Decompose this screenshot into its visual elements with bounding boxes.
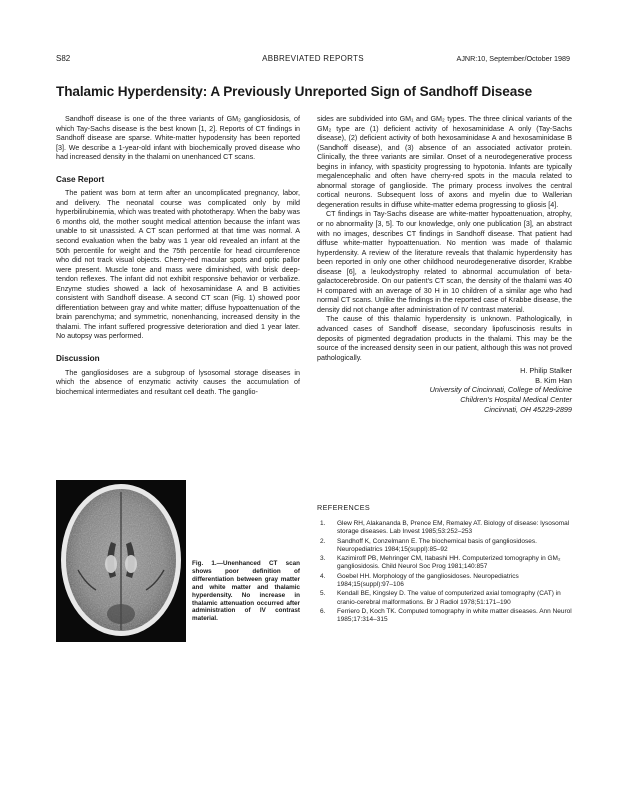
reference-number: 4. xyxy=(320,572,326,580)
reference-text: Ferriero D, Koch TK. Computed tomography in white matter diseases. Ann Neurol 1985;17:314–315 xyxy=(337,607,572,624)
discussion-paragraph-2: CT findings in Tay-Sachs disease are white-matter hypoattenuation, atrophy, or no abnormality [3, 5]. To our knowledge, only one publication [3], an abstract with no images, describes CT findings in Sandhoff disease. That patient had diffuse white-matter hypoattenuation. No mention was made of thalamic hyperdensity. A review of the literature reveals that thalamic hyperdensity has been reported in only one other childhood neurodegenerative disorder, Krabbe disease [6], a leukodystrophy related to abnormal accumulation of beta-galactocerebroside. On our patient's CT scan, the density of the thalami was 40 H compared with an average of 30 H in 10 children of a similar age who had normal CT scans. Unlike the findings in the reported case of Krabbe disease, the density did not change after administration of IV contrast material. xyxy=(317,210,572,314)
references-list xyxy=(317,520,572,626)
reference-item xyxy=(317,590,572,607)
reference-number: 3. xyxy=(320,555,326,563)
author-2: B. Kim Han xyxy=(535,375,572,385)
reference-number: 5. xyxy=(320,590,326,598)
section-title: ABBREVIATED REPORTS xyxy=(262,54,364,63)
author-1: H. Philip Stalker xyxy=(520,366,572,376)
discussion-heading: Discussion xyxy=(56,354,100,364)
case-report-heading: Case Report xyxy=(56,174,105,184)
affiliation-1: University of Cincinnati, College of Medicine xyxy=(429,385,572,395)
case-report-paragraph: The patient was born at term after an uncomplicated pregnancy, labor, and delivery. The neonatal course was complicated only by mild hyperbilirubinemia, which was treated with phototherapy. When the baby was 6 months old, the mother sought medical attention because the infant was unable to sit unassisted. A CT scan performed at that time was normal. A second evaluation when the baby was 1 year old revealed an infant at the 50th percentile for weight and the 75th percentile for head circumference who did not track visual objects. Cherry-red macular spots and optic pallor were present. Muscle tone and mass were diminished, with brisk deep-tendon reflexes. The infant did not exhibit responsive behavior or verbalize. Enzyme studies showed a lack of hexosaminidase A and B activities consistent with Sandhoff disease. A second CT scan (Fig. 1) showed poor differentiation between gray and white matter; diffuse hypoattenuation of the brain parenchyma; and symmetric, nonenhancing, increased density in the thalami. The infant suffered progressive deterioration and died 1 year later. No autopsy was performed. xyxy=(56,189,300,341)
discussion-paragraph-3: The cause of this thalamic hyperdensity is unknown. Pathologically, in advanced cases of Sandhoff disease, secondary lipofuscinosis results in deposits of pigmented degradation products in the thalami. This may be the source of the increased density seen in our patient, although this was not proved pathologically. xyxy=(317,315,572,362)
author-signature xyxy=(317,366,572,414)
references-heading: REFERENCES xyxy=(317,503,371,512)
reference-item xyxy=(317,608,572,625)
affiliation-3: Cincinnati, OH 45229-2899 xyxy=(483,404,572,414)
page-number: S82 xyxy=(56,54,71,63)
reference-text: Glew RH, Alakananda B, Prence EM, Remaley AT. Biology of disease: lysosomal storage diseases. Lab Invest 1985;53:252–253 xyxy=(337,520,570,536)
reference-text: Kendall BE, Kingsley D. The value of computerized axial tomography (CAT) in cranio-cerebral malformations. Br J Radiol 1978;51:171–190 xyxy=(337,590,561,606)
article-title: Thalamic Hyperdensity: A Previously Unreported Sign of Sandhoff Disease xyxy=(56,84,533,99)
reference-item xyxy=(317,555,572,572)
reference-text: Sandhoff K, Conzelmann E. The biochemical basis of gangliosidoses. Neuropediatrics 1984;15(suppl):85–92 xyxy=(337,537,537,553)
figure-caption: Fig. 1.—Unenhanced CT scan shows poor definition of differentiation between gray matter and white matter and thalamic hyperdensity. No increase in thalamic attenuation occurred after administration of IV contrast material. xyxy=(192,560,300,623)
reference-item xyxy=(317,538,572,555)
running-header xyxy=(56,54,570,66)
right-column xyxy=(317,115,572,414)
intro-paragraph: Sandhoff disease is one of the three variants of GM₂ gangliosidosis, of which Tay-Sachs disease is the best known [1, 2]. Reports of CT findings in Sandhoff disease are sparse. White-matter hypodensity has been reported [3]. We describe a 1-year-old infant with biochemically proved disease who had increased density in the thalami on unenhanced CT scans. xyxy=(56,115,300,162)
figure-1 xyxy=(56,480,298,642)
discussion-paragraph-1: sides are subdivided into GM₁ and GM₂ types. The three clinical variants of the GM₂ type are (1) deficient activity of hexosaminidase A only (Tay-Sachs disease), (2) deficient activity of both hexosaminidase A and hexosaminidase B (Sandhoff disease), and (3) absence of an associated activator protein. Clinically, the three variants are similar. Onset of a neurodegenerative process begins in infancy, with spasticity progressing to hypotonia. Infants are typically megalencephalic and often have cherry-red spots in the macula related to abnormal storage of ganglioside. The primary process involves the central cortical neurons. Subsequent loss of axons and myelin due to Wallerian degeneration results in diffuse white-matter edema progressing to gliosis [4]. xyxy=(317,115,572,209)
reference-number: 1. xyxy=(320,520,326,527)
discussion-paragraph-left: The gangliosidoses are a subgroup of lysosomal storage diseases in which the absence of enzymatic activity causes the accumulation of biochemical intermediates and resultant cell death. The ganglio- xyxy=(56,368,300,396)
left-column xyxy=(56,115,300,397)
reference-item xyxy=(317,520,572,537)
reference-item xyxy=(317,573,572,590)
reference-number: 2. xyxy=(320,537,326,545)
reference-text: Kazimiroff PB, Mehringer CM, Itabashi HH. Computerized tomography in GM₂ gangliosidosis. Child Neurol Soc Prog 1981;140:857 xyxy=(337,555,561,571)
affiliation-2: Children's Hospital Medical Center xyxy=(460,395,572,404)
journal-citation: AJNR:10, September/October 1989 xyxy=(456,54,570,63)
reference-number: 6. xyxy=(320,607,326,615)
reference-text: Goebel HH. Morphology of the gangliosidoses. Neuropediatrics 1984;15(suppl):97–106 xyxy=(337,572,519,589)
ct-scan-image xyxy=(56,480,186,642)
